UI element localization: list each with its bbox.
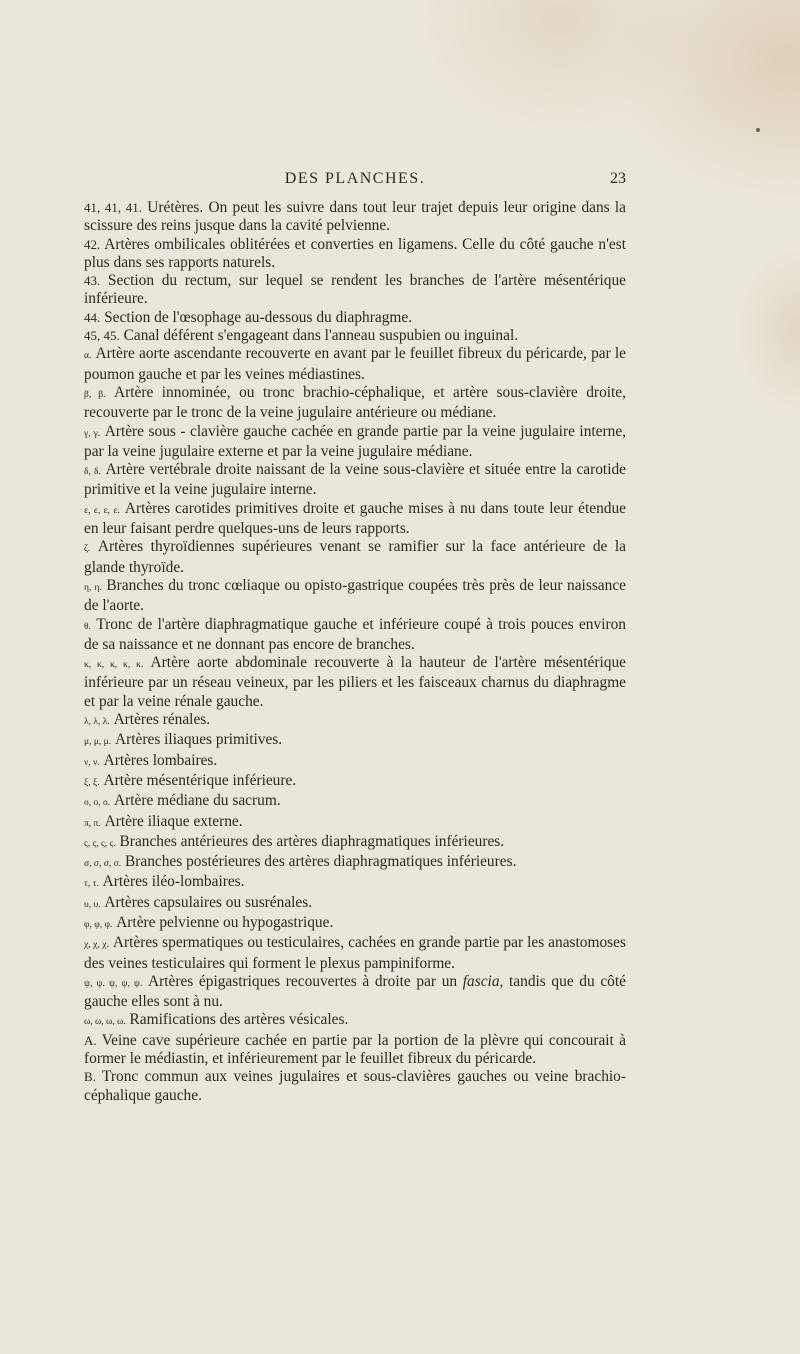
entry-text: Artères rénales. [113, 711, 211, 729]
entry-text: Branches antérieures des artères diaphragmatiques inférieures. [119, 832, 505, 850]
entry-key: β, β. [84, 389, 106, 400]
entry-text: Section de l'œsophage au-dessous du diaphragme. [104, 308, 413, 326]
paper-blemish [756, 128, 760, 132]
entry-key: υ, υ. [84, 899, 101, 910]
legend-entry [84, 1011, 626, 1031]
entry-text: Artères spermatiques ou testiculaires, cachées en grande partie par les anastomoses des veines testiculaires qui forment le plexus pampiniforme. [84, 934, 626, 972]
entry-text: Artère vertébrale droite naissant de la veine sous-clavière et située entre la carotide primitive et la veine jugulaire interne. [84, 461, 627, 499]
entry-text: Canal déférent s'engageant dans l'anneau suspubien ou inguinal. [123, 327, 519, 345]
legend-entry [84, 309, 626, 327]
legend-entry [84, 792, 626, 812]
entry-text: Branches du tronc cœliaque ou opisto-gastrique coupées très près de leur naissance de l'aorte. [84, 576, 626, 615]
entry-text: Tronc commun aux veines jugulaires et sous-clavières gauches ou veine brachio-céphalique gauche. [84, 1068, 626, 1104]
legend-entry [84, 914, 626, 934]
entry-key: κ, κ, κ, κ, κ. [84, 660, 144, 671]
entry-key: τ, τ. [84, 879, 99, 890]
entry-key: σ, σ, σ, σ. [84, 859, 122, 870]
entry-key: ζ. [84, 544, 91, 555]
entry-text: Artère aorte abdominale recouverte à la hauteur de l'artère mésentérique inférieure par un réseau veineux, par les piliers et les faisceaux charnus du diaphragme et par la veine rénale gauche. [84, 654, 626, 710]
entry-text: Artère sous - clavière gauche cachée en grande partie par la veine jugulaire interne, par la veine jugulaire externe et par la veine jugulaire médiane. [84, 422, 626, 460]
entry-text: Artère pelvienne ou hypogastrique. [116, 913, 334, 931]
entry-key: ε, ε, ε, ε. [84, 505, 120, 516]
entry-text: , tandis que du côté gauche elles sont à nu. [84, 972, 626, 1011]
entry-key: χ, χ, χ. [84, 940, 109, 951]
entry-text: Artères épigastriques recouvertes à droite par un [147, 972, 463, 990]
entry-key: ξ, ξ. [84, 777, 100, 788]
legend-entry [84, 461, 626, 500]
entry-key: η, η. [84, 582, 102, 593]
legend-entry [84, 384, 626, 423]
entry-key: ς, ς, ς, ς. [84, 838, 116, 849]
legend-entry [84, 236, 626, 273]
entry-text: Section du rectum, sur lequel se rendent les branches de l'artère mésentérique inférieure. [84, 272, 626, 308]
entry-key: α. [84, 351, 92, 362]
entry-key: γ, γ. [84, 428, 101, 439]
legend-entry [84, 1068, 626, 1105]
entry-text: Artère médiane du sacrum. [113, 792, 281, 810]
running-title: DES PLANCHES. [284, 170, 426, 187]
entry-key: 45, 45. [84, 328, 120, 344]
legend-entry [84, 731, 626, 751]
entry-key: θ. [84, 621, 91, 632]
entry-text: Artères capsulaires ou susrénales. [104, 893, 313, 911]
legend-entry [84, 853, 626, 873]
entry-key: 44. [84, 309, 101, 325]
legend-entry [84, 973, 626, 1012]
legend-entry [84, 616, 626, 655]
entry-text: Artères iliaques primitives. [115, 731, 283, 749]
entry-key: 43. [84, 273, 101, 289]
entry-key: ψ, ψ. ψ, ψ, ψ. [84, 978, 143, 989]
legend-entry [84, 577, 626, 616]
entry-text: Tronc de l'artère diaphragmatique gauche et inférieure coupé à trois pouces environ de sa naissance et ne donnant pas encore de branches. [84, 615, 626, 653]
entry-key: ο, ο, ο. [84, 798, 111, 809]
entry-key: π, π. [84, 818, 101, 829]
entry-text: Artère innominée, ou tronc brachio-céphalique, et artère sous-clavière droite, recouverte par le tronc de la veine jugulaire antérieure ou médiane. [84, 383, 626, 422]
legend-entry [84, 327, 626, 345]
legend-entry [84, 199, 626, 236]
legend-entry [84, 833, 626, 853]
legend-entry [84, 538, 626, 577]
legend-entry [84, 813, 626, 833]
legend-entry [84, 934, 626, 973]
legend-entry [84, 894, 626, 914]
legend-entry [84, 752, 626, 772]
entry-key: μ, μ, μ. [84, 737, 112, 748]
entry-key: ω, ω, ω, ω. [84, 1017, 126, 1028]
entry-key: A. [84, 1032, 97, 1048]
entry-text: Ramifications des artères vésicales. [129, 1011, 349, 1029]
legend-entry [84, 772, 626, 792]
legend-entry [84, 500, 626, 539]
entry-key: ν, ν. [84, 757, 100, 768]
legend-entry [84, 272, 626, 309]
entry-key: λ, λ, λ. [84, 717, 110, 728]
legend-text [84, 199, 626, 1105]
legend-entry [84, 711, 626, 731]
entry-text: Artères iléo-lombaires. [102, 873, 245, 891]
entry-key: 41, 41, 41. [84, 200, 143, 215]
entry-key: δ, δ. [84, 467, 101, 478]
legend-entry [84, 1032, 626, 1069]
entry-text: Artères ombilicales oblitérées et converties en ligamens. Celle du côté gauche n'est plus dans ses rapports naturels. [84, 235, 626, 271]
entry-key: 42. [84, 236, 101, 252]
entry-text: Artères lombaires. [103, 751, 218, 769]
legend-entry [84, 654, 626, 711]
entry-text: Artères carotides primitives droite et gauche mises à nu dans toute leur étendue en leur faisant perdre quelques-uns de leurs rapports. [84, 499, 627, 538]
entry-text: Artère aorte ascendante recouverte en avant par le feuillet fibreux du péricarde, par le poumon gauche et par les veines médiastines. [84, 345, 626, 383]
entry-text: Artère iliaque externe. [104, 812, 243, 830]
entry-key: B. [84, 1069, 96, 1085]
entry-italic-term: fascia [462, 972, 500, 990]
entry-key: φ, φ, φ. [84, 919, 113, 930]
entry-text: Artère mésentérique inférieure. [103, 771, 297, 789]
entry-text: Branches postérieures des artères diaphragmatiques inférieures. [124, 853, 517, 871]
page-number: 23 [610, 170, 626, 187]
legend-entry [84, 873, 626, 893]
page-header [84, 170, 626, 194]
legend-entry [84, 423, 626, 462]
entry-text: Urétères. On peut les suivre dans tout leur trajet depuis leur origine dans la scissure des reins jusque dans la cavité pelvienne. [84, 199, 626, 235]
entry-text: Artères thyroïdiennes supérieures venant se ramifier sur la face antérieure de la glande thyroïde. [84, 538, 626, 576]
entry-text: Veine cave supérieure cachée en partie par la portion de la plèvre qui concourait à former le médiastin, et inférieurement par le feuillet fibreux du péricarde. [84, 1031, 627, 1068]
legend-entry [84, 345, 626, 384]
